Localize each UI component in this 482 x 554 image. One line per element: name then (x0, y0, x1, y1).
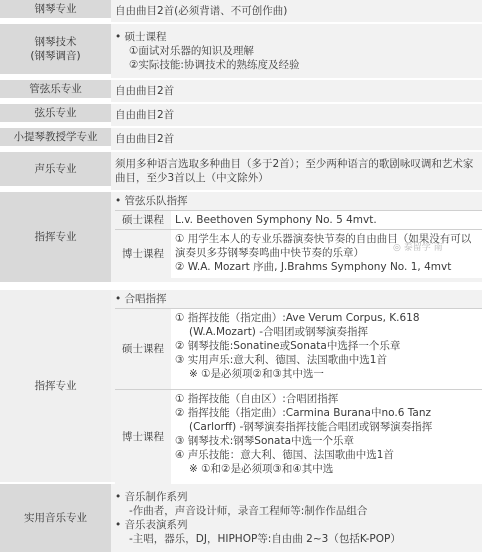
choral-doctor-line-0: ① 指挥技能（自由区）:合唱团指挥 (175, 393, 339, 405)
orchestra-value-text: 自由曲目2首 (115, 85, 175, 97)
choral-doctor-line-1: ② 指挥技能（指定曲）:Carmina Burana中no.6 Tanz (175, 407, 431, 419)
practical-line-0: • 音乐制作系列 (115, 491, 188, 503)
piano-tech-line-0: • 硕士课程 (115, 31, 167, 43)
choral-master-line-1: (W.A.Mozart) -合唱团或钢琴演奏指挥 (189, 326, 369, 338)
choral-master-line-0: ① 指挥技能（指定曲）:Ave Verum Corpus, K.618 (175, 312, 420, 324)
row-label-practical-music: 实用音乐专业 (0, 484, 111, 554)
row-value-vocal (111, 152, 482, 192)
row-label-piano-tech: 钢琴技术 (钢琴调音) (0, 24, 111, 76)
row-value-orchestra (111, 80, 482, 104)
conductor-choral-heading: • 合唱指挥 (115, 293, 167, 305)
choral-doctor-line-4: ④ 声乐技能：意大利、德国、法国歌曲中选1首 (175, 449, 394, 461)
sub-label-master: 硕士课程 (115, 308, 171, 389)
row-value-piano (111, 0, 482, 24)
choral-doctor-line-5: ※ ①和②是必须项③和④其中选 (189, 463, 334, 475)
row-value-piano-tech (111, 24, 482, 80)
row-label-conductor-orchestral: 指挥专业 (0, 192, 111, 284)
conductor-choral-subtable (115, 308, 482, 484)
sub-label-master: 硕士课程 (115, 210, 171, 229)
sub-label-doctor: 博士课程 (115, 389, 171, 484)
piano-tech-line-2: ②实际技能:协调技术的熟练度及经验 (129, 59, 300, 71)
orchestral-doctor-line-0: ① 用学生本人的专业乐器演奏快节奏的自由曲目（如果没有可以演奏贝多芬钢琴奏鸣曲中快节奏的乐章） (175, 233, 472, 259)
row-label-vocal: 声乐专业 (0, 152, 111, 188)
practical-line-3: -主唱，器乐，DJ，HIPHOP等:自由曲 2~3（包括K-POP） (129, 533, 401, 545)
choral-doctor-line-3: ③ 钢琴技术:钢琴Sonata中选一个乐章 (175, 435, 355, 447)
watermark: ◎ 泰留学 南 (393, 243, 443, 253)
sub-label-doctor: 博士课程 (115, 229, 171, 278)
row-value-strings (111, 104, 482, 128)
vocal-value-text: 须用多种语言选取多种曲目（多于2首）；至少两种语言的歌剧咏叹调和艺术家曲目，至少3首以上（中文除外） (115, 158, 474, 184)
row-value-violin-pedagogy (111, 128, 482, 152)
row-value-conductor-orchestral (111, 192, 482, 284)
piano-tech-line-1: ①面试对乐器的知识及理解 (129, 45, 254, 57)
strings-value-text: 自由曲目2首 (115, 109, 175, 121)
conductor-orchestral-heading: • 管弦乐队指挥 (115, 195, 188, 207)
choral-master-line-3: ③ 实用声乐:意大利、德国、法国歌曲中选1首 (175, 354, 387, 366)
orchestral-doctor-line-1: ② W.A. Mozart 序曲, J.Brahms Symphony No. 1, 4mvt (175, 261, 452, 273)
piano-value-text: 自由曲目2首(必须背谱、不可创作曲) (115, 5, 288, 17)
row-label-orchestra: 管弦乐专业 (0, 80, 111, 100)
practical-line-2: • 音乐表演系列 (115, 519, 188, 531)
sub-value-master (171, 210, 482, 229)
orchestral-master-line-0: L.v. Beethoven Symphony No. 5 4mvt. (175, 214, 377, 226)
sub-value-master (171, 308, 482, 389)
choral-doctor-line-2: (Carlorff) -钢琴演奏指挥技能合唱团或钢琴演奏指挥 (189, 421, 433, 433)
row-label-piano: 钢琴专业 (0, 0, 111, 20)
row-value-practical-music (111, 484, 482, 554)
row-label-conductor-choral: 指挥专业 (0, 290, 111, 484)
practical-line-1: -作曲者，声音设计师，录音工程师等:制作作品组合 (129, 505, 368, 517)
sub-value-doctor (171, 389, 482, 484)
row-label-violin-pedagogy: 小提琴教授学专业 (0, 128, 111, 148)
choral-master-line-2: ② 钢琴技能:Sonatine或Sonata中选择一个乐章 (175, 340, 401, 352)
row-label-strings: 弦乐专业 (0, 104, 111, 124)
row-value-conductor-choral (111, 290, 482, 484)
violin-pedagogy-value-text: 自由曲目2首 (115, 133, 175, 145)
choral-master-line-4: ※ ①是必须项②和③其中选一 (189, 368, 324, 380)
